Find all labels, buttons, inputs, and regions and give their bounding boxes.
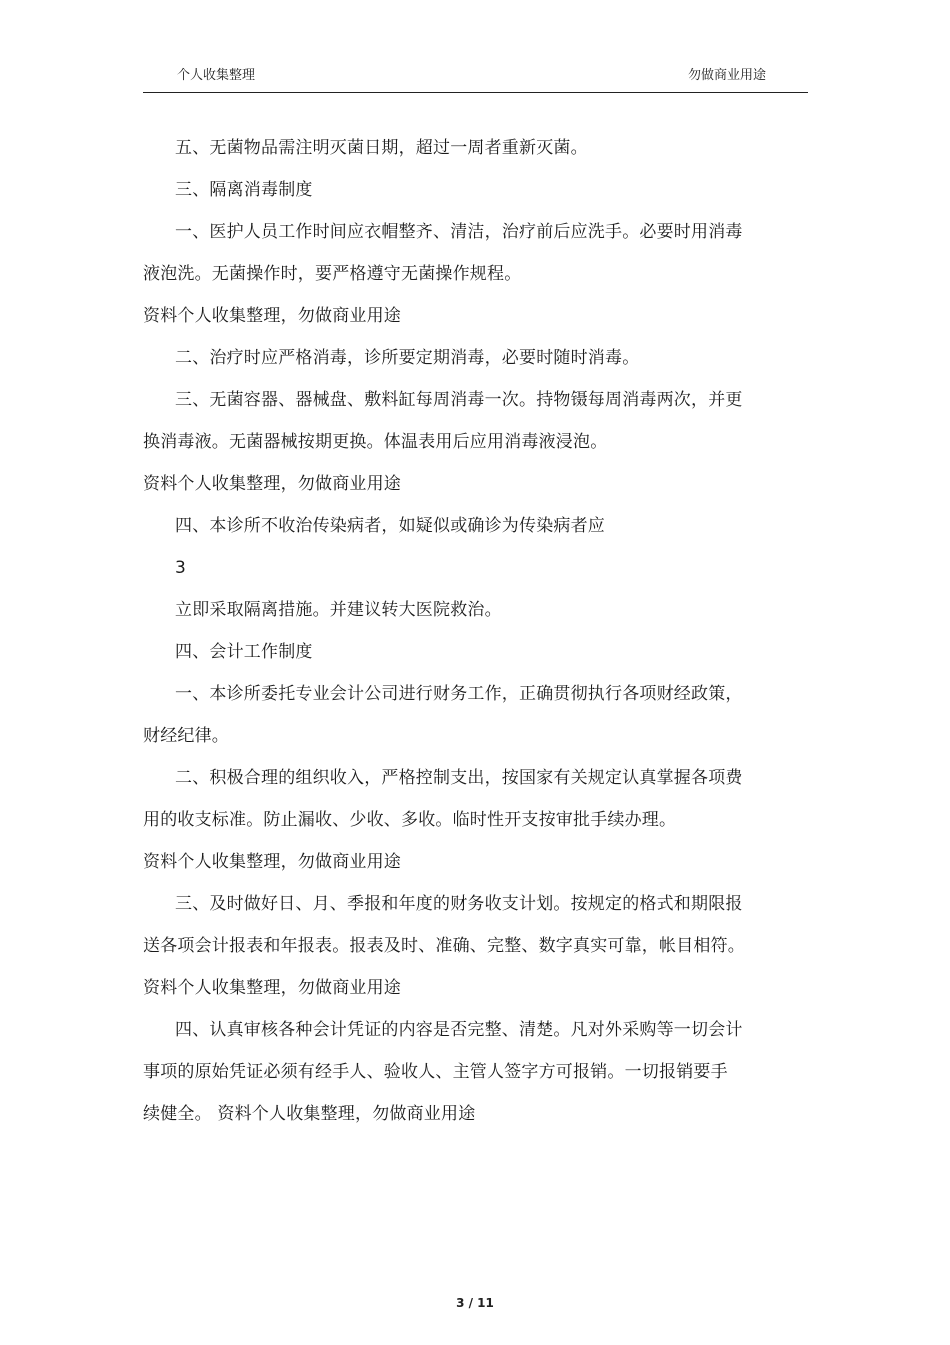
- watermark-line: 资料个人收集整理，勿做商业用途: [143, 852, 401, 872]
- paragraph-line: 二、治疗时应严格消毒，诊所要定期消毒，必要时随时消毒。: [175, 348, 640, 368]
- page-header: [143, 0, 808, 93]
- page-indicator: 3 / 11: [456, 1296, 494, 1310]
- paragraph-line: 立即采取隔离措施。并建议转大医院救治。: [175, 600, 502, 620]
- paragraph-line: 三、无菌容器、器械盘、敷料缸每周消毒一次。持物镊每周消毒两次，并更: [175, 390, 743, 410]
- paragraph-line: 换消毒液。无菌器械按期更换。体温表用后应用消毒液浸泡。: [143, 432, 608, 452]
- paragraph-line: 事项的原始凭证必须有经手人、验收人、主管人签字方可报销。一切报销要手: [143, 1062, 728, 1082]
- header-left-text: 个人收集整理: [177, 68, 256, 83]
- paragraph-line: 四、认真审核各种会计凭证的内容是否完整、清楚。凡对外采购等一切会计: [175, 1020, 743, 1040]
- page-footer: [0, 1296, 950, 1310]
- paragraph-line: 五、无菌物品需注明灭菌日期，超过一周者重新灭菌。: [175, 138, 588, 158]
- watermark-line: 资料个人收集整理，勿做商业用途: [143, 474, 401, 494]
- paragraph-line: 续健全。 资料个人收集整理，勿做商业用途: [143, 1104, 476, 1124]
- header-right-text: 勿做商业用途: [687, 68, 766, 83]
- paragraph-line: 送各项会计报表和年报表。报表及时、准确、完整、数字真实可靠，帐目相符。: [143, 936, 745, 956]
- section-heading: 四、会计工作制度: [175, 642, 313, 662]
- watermark-line: 资料个人收集整理，勿做商业用途: [143, 978, 401, 998]
- watermark-line: 资料个人收集整理，勿做商业用途: [143, 306, 401, 326]
- paragraph-line: 财经纪律。: [143, 726, 229, 746]
- page-number-inline: 3: [175, 558, 187, 578]
- paragraph-line: 三、及时做好日、月、季报和年度的财务收支计划。按规定的格式和期限报: [175, 894, 743, 914]
- document-body: [143, 136, 773, 1126]
- section-heading: 三、隔离消毒制度: [175, 180, 313, 200]
- paragraph-line: 用的收支标准。防止漏收、少收、多收。临时性开支按审批手续办理。: [143, 810, 677, 830]
- paragraph-line: 液泡洗。无菌操作时，要严格遵守无菌操作规程。: [143, 264, 522, 284]
- paragraph-line: 二、积极合理的组织收入，严格控制支出，按国家有关规定认真掌握各项费: [175, 768, 743, 788]
- paragraph-line: 四、本诊所不收治传染病者，如疑似或确诊为传染病者应: [175, 516, 605, 536]
- paragraph-line: 一、本诊所委托专业会计公司进行财务工作，正确贯彻执行各项财经政策，: [175, 684, 743, 704]
- paragraph-line: 一、医护人员工作时间应衣帽整齐、清洁，治疗前后应洗手。必要时用消毒: [175, 222, 743, 242]
